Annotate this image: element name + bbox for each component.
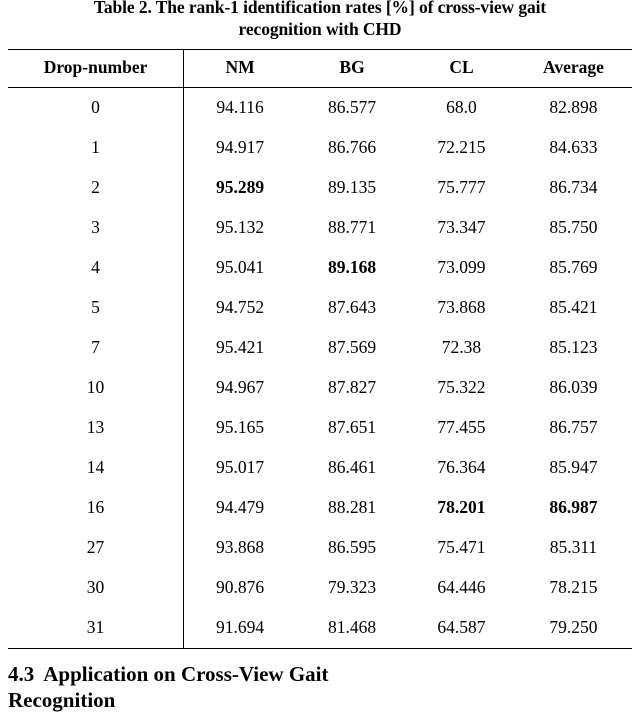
cell-drop-number: 2	[8, 168, 184, 208]
table-caption	[8, 0, 632, 41]
cell-nm: 94.917	[216, 137, 265, 158]
cell-nm: 95.017	[216, 457, 265, 478]
cell-bg: 87.651	[327, 417, 377, 438]
table-row	[8, 368, 632, 408]
cell-drop-number: 13	[8, 408, 184, 448]
cell-bg: 86.577	[327, 97, 377, 118]
table-row	[8, 408, 632, 448]
cell-drop-number: 0	[8, 87, 184, 128]
cell-average: 84.633	[549, 137, 598, 158]
cell-average: 85.947	[549, 457, 598, 478]
cell-nm: 93.868	[216, 537, 265, 558]
cell-average: 85.769	[549, 257, 598, 278]
cell-drop-number: 4	[8, 248, 184, 288]
column-header-average: Average	[543, 56, 604, 77]
column-header-drop-number: Drop-number	[8, 49, 184, 87]
cell-cl: 75.471	[437, 537, 486, 558]
cell-nm: 94.752	[216, 297, 265, 318]
cell-drop-number: 16	[8, 488, 184, 528]
cell-nm: 94.967	[216, 377, 265, 398]
cell-average: 85.311	[549, 537, 598, 558]
cell-average: 78.215	[549, 577, 598, 598]
cell-bg: 87.569	[327, 337, 377, 358]
cell-drop-number: 14	[8, 448, 184, 488]
cell-drop-number: 27	[8, 528, 184, 568]
cell-bg: 86.461	[327, 457, 377, 478]
cell-nm: 95.165	[216, 417, 265, 438]
cell-average: 86.757	[549, 417, 598, 438]
cell-average: 86.987	[549, 497, 598, 518]
cell-average: 86.039	[549, 377, 598, 398]
column-header-bg: BG	[339, 56, 365, 77]
table-row	[8, 528, 632, 568]
table-row	[8, 168, 632, 208]
cell-nm: 90.876	[216, 577, 265, 598]
cell-average: 86.734	[549, 177, 598, 198]
table-row	[8, 128, 632, 168]
cell-bg: 89.135	[327, 177, 377, 198]
cell-nm: 95.132	[216, 217, 265, 238]
cell-average: 85.750	[549, 217, 598, 238]
table-header	[8, 49, 632, 87]
cell-cl: 76.364	[437, 457, 486, 478]
cell-cl: 64.587	[437, 617, 486, 638]
cell-cl: 73.099	[437, 257, 486, 278]
cell-cl: 73.347	[437, 217, 486, 238]
table-caption-line-1: Table 2. The rank-1 identification rates [%] of cross-view gait	[93, 0, 547, 17]
cell-bg: 88.771	[327, 217, 377, 238]
column-header-nm: NM	[225, 56, 255, 77]
results-table	[8, 49, 632, 649]
cell-drop-number: 31	[8, 608, 184, 649]
cell-drop-number: 7	[8, 328, 184, 368]
table-caption-line-2: recognition with CHD	[238, 19, 402, 40]
cell-bg: 89.168	[327, 257, 377, 278]
cell-nm: 95.421	[216, 337, 265, 358]
cell-nm: 95.289	[216, 177, 265, 198]
cell-bg: 87.643	[327, 297, 377, 318]
cell-drop-number: 1	[8, 128, 184, 168]
cell-cl: 75.322	[437, 377, 486, 398]
cell-drop-number: 30	[8, 568, 184, 608]
column-header-cl: CL	[449, 56, 474, 77]
cell-bg: 87.827	[327, 377, 377, 398]
cell-nm: 94.479	[216, 497, 265, 518]
cell-bg: 88.281	[327, 497, 377, 518]
cell-cl: 64.446	[437, 577, 486, 598]
cell-cl: 68.0	[446, 97, 477, 118]
table-row	[8, 248, 632, 288]
table-row	[8, 87, 632, 128]
cell-nm: 95.041	[216, 257, 265, 278]
cell-bg: 81.468	[327, 617, 377, 638]
cell-bg: 86.595	[327, 537, 377, 558]
cell-cl: 72.215	[437, 137, 486, 158]
table-row	[8, 448, 632, 488]
section-title-line-2: Recognition	[8, 688, 116, 713]
table-row	[8, 288, 632, 328]
table-header-row	[8, 49, 632, 87]
table-row	[8, 608, 632, 649]
cell-nm: 94.116	[216, 97, 264, 118]
cell-average: 82.898	[549, 97, 598, 118]
cell-cl: 77.455	[437, 417, 486, 438]
table-row	[8, 568, 632, 608]
section-title-line-1: Application on Cross-View Gait	[43, 661, 329, 686]
cell-drop-number: 3	[8, 208, 184, 248]
cell-bg: 79.323	[327, 577, 377, 598]
cell-drop-number: 10	[8, 368, 184, 408]
cell-drop-number: 5	[8, 288, 184, 328]
table-row	[8, 488, 632, 528]
table-row	[8, 208, 632, 248]
cell-cl: 75.777	[437, 177, 486, 198]
section-number: 4.3	[8, 661, 35, 686]
cell-cl: 78.201	[437, 497, 486, 518]
cell-bg: 86.766	[327, 137, 377, 158]
cell-average: 79.250	[549, 617, 598, 638]
cell-average: 85.421	[549, 297, 598, 318]
cell-cl: 73.868	[437, 297, 486, 318]
cell-nm: 91.694	[216, 617, 265, 638]
cell-cl: 72.38	[441, 337, 482, 358]
table-body	[8, 87, 632, 648]
table-row	[8, 328, 632, 368]
cell-average: 85.123	[549, 337, 598, 358]
